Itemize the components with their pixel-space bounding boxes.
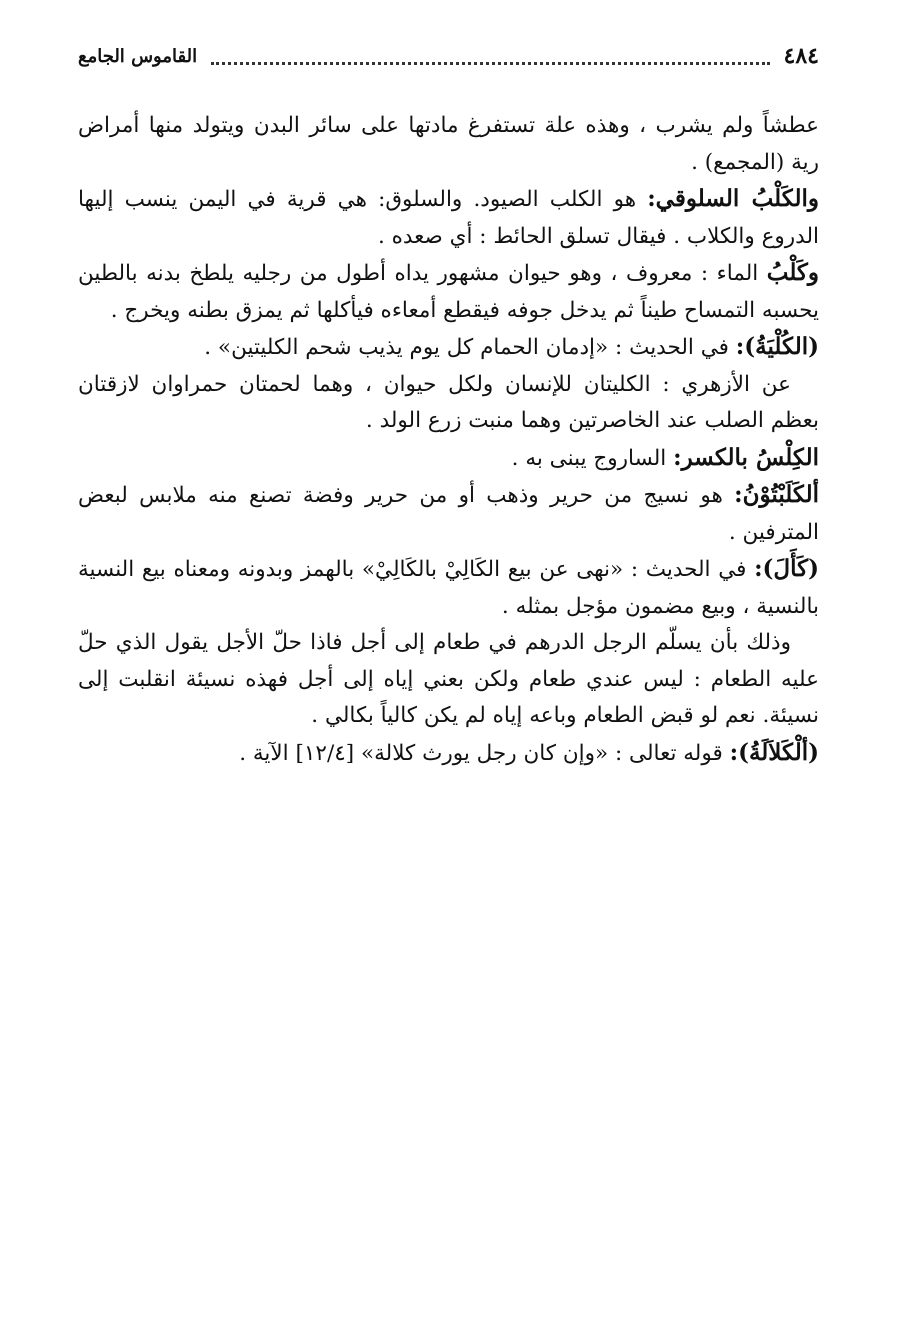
definition: هو الكلب الصيود. والسلوق: هي قرية في اليمن ينسب إليها الدروع والكلاب . فيقال تسلق الحائط : أي صعده . xyxy=(78,187,819,249)
entry-lime xyxy=(78,440,819,478)
definition: الساروج يبنى به . xyxy=(511,445,674,471)
paragraph-explanation xyxy=(78,625,819,735)
dictionary-body xyxy=(78,108,819,772)
paragraph-text: عن الأزهري : الكليتان للإنسان ولكل حيوان ، وهما لحمتان حمراوان لازقتان بعظم الصلب عند الخاصرتين وهما منبت زرع الولد . xyxy=(78,371,819,433)
headword: والكَلْبُ السلوقي: xyxy=(647,185,819,212)
entry-kalala xyxy=(78,735,819,773)
entry-kalabtun xyxy=(78,477,819,551)
entry-salouqi-dog xyxy=(78,181,819,255)
headword: وكَلْبُ xyxy=(766,259,819,286)
entry-kidney xyxy=(78,329,819,367)
page-header xyxy=(78,36,819,76)
paragraph-continuation xyxy=(78,108,819,181)
definition: قوله تعالى : «وإن كان رجل يورث كلالة» [١٢/٤] الآية . xyxy=(239,740,730,766)
definition: هو نسيج من حرير وذهب أو من حرير وفضة تصنع منه ملابس لبعض المترفين . xyxy=(78,483,819,545)
definition: الماء : معروف ، وهو حيوان مشهور يداه أطول من رجليه يلطخ بدنه بالطين يحسبه التمساح طيناً ثم يدخل جوفه فيقطع أمعاءه فيأكلها ثم يمزق بطنه ويخرج . xyxy=(78,261,819,323)
running-title: القاموس الجامع xyxy=(78,45,198,67)
dotted-leader xyxy=(211,60,769,65)
headword: الكِلْسُ بالكسر: xyxy=(673,443,819,471)
definition: في الحديث : «نهى عن بيع الكَالِيْ بالكَالِيْ» بالهمز وبدونه ومعناه بيع النسية بالنسية ، وبيع مضمون مؤجل بمثله . xyxy=(78,557,819,619)
definition: في الحديث : «إدمان الحمام كل يوم يذيب شحم الكليتين» . xyxy=(204,335,736,360)
paragraph-text: وذلك بأن يسلّم الرجل الدرهم في طعام إلى أجل فاذا حلّ الأجل يقول الذي حلّ عليه الطعام : ليس عندي طعام ولكن بعني إياه إلى أجل فهذه نسيئة انقلبت إلى نسيئة. نعم لو قبض الطعام وباعه إياه لم يكن كالياً بكالي . xyxy=(78,630,819,728)
headword: (كَأَلَ): xyxy=(754,555,819,582)
headword: (الكُلْيَةُ): xyxy=(735,333,819,360)
headword: (ألْكَلاَلَةُ): xyxy=(729,738,819,766)
entry-kaala xyxy=(78,551,819,625)
paragraph-azhari xyxy=(78,367,819,440)
page-number: ٤٨٤ xyxy=(783,43,819,69)
entry-water-dog xyxy=(78,255,819,329)
paragraph-text: عطشاً ولم يشرب ، وهذه علة تستفرغ مادتها على سائر البدن ويتولد منها أمراض رية (المجمع) . xyxy=(78,113,819,175)
headword: ألكَلَبْتُوْنُ: xyxy=(734,481,819,508)
